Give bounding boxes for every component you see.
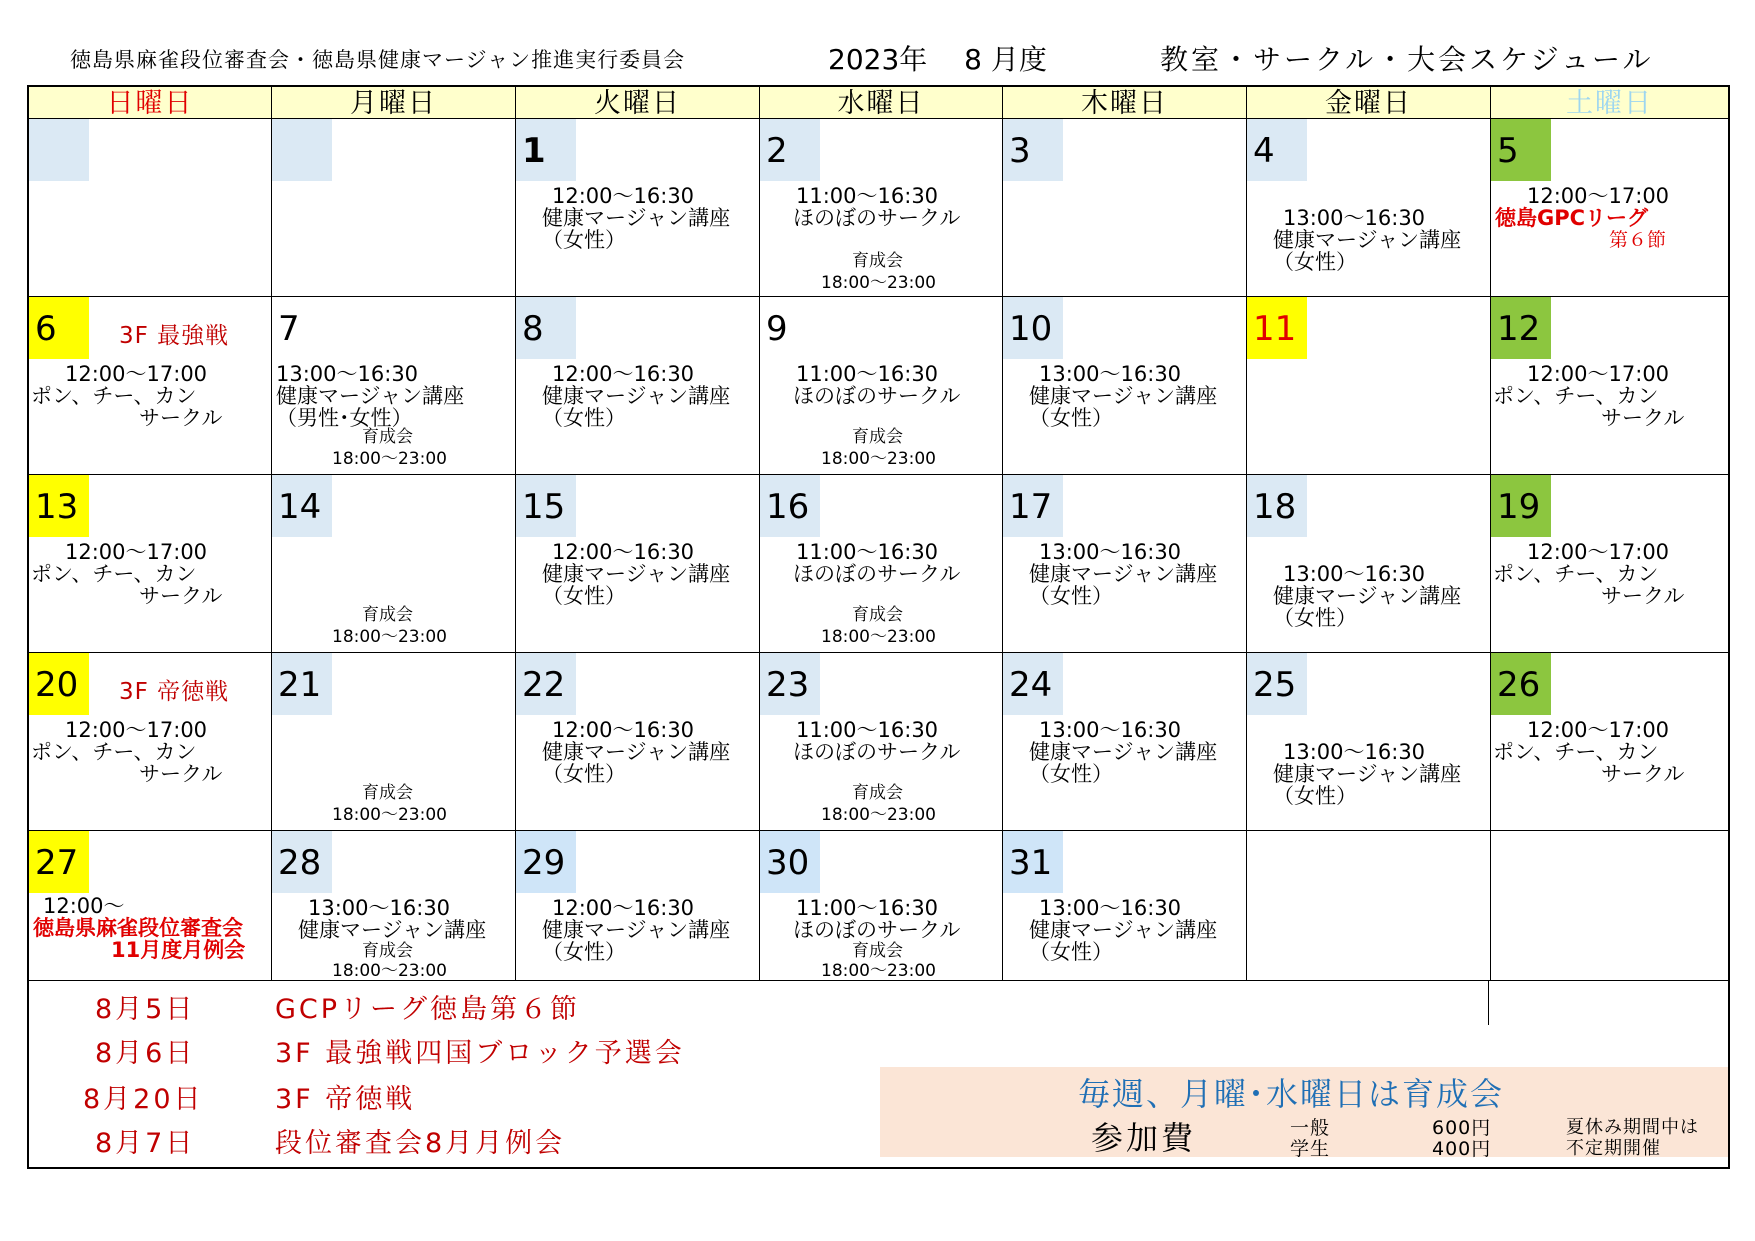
day-number: 20 — [29, 653, 89, 715]
day-number: 29 — [516, 831, 576, 893]
event-note: （女性） — [1029, 762, 1113, 786]
event-notes — [29, 981, 1728, 1167]
event: 育成会 — [852, 605, 903, 625]
day-cell-29 — [516, 831, 760, 981]
time: 12:00～17:00 — [1527, 362, 1670, 386]
schedule-title: 教室・サークル・大会スケジュール — [1160, 43, 1654, 76]
event: 育成会 — [362, 941, 413, 961]
event-note: （女性） — [1273, 606, 1357, 630]
day-cell-26 — [1491, 653, 1728, 831]
event-note: （女性） — [542, 940, 626, 964]
time: 18:00～23:00 — [332, 961, 447, 981]
event: 育成会 — [852, 251, 903, 271]
day-cell-empty — [29, 119, 272, 297]
fee-student-label: 学生 — [1290, 1138, 1331, 1160]
day-number: 2 — [760, 119, 820, 181]
event-note: サークル — [1601, 762, 1685, 786]
day-number: 25 — [1247, 653, 1307, 715]
time: 18:00～23:00 — [821, 805, 936, 825]
day-number: 28 — [272, 831, 332, 893]
day-number: 4 — [1247, 119, 1307, 181]
event: 健康マージャン講座 — [1273, 228, 1462, 252]
fee-general-price: 600円 — [1432, 1117, 1492, 1139]
time: 18:00～23:00 — [332, 805, 447, 825]
event: ポン、チー、カン — [1493, 384, 1659, 408]
day-cell-17 — [1003, 475, 1247, 653]
divider — [1488, 981, 1489, 1025]
day-number: 16 — [760, 475, 820, 537]
day-cell-27 — [29, 831, 272, 981]
day-number: 7 — [278, 309, 300, 349]
weekday-sat: 土曜日 — [1491, 87, 1728, 119]
fee-title: 毎週、月曜･水曜日は育成会 — [1078, 1075, 1505, 1113]
event: ポン、チー、カン — [31, 384, 197, 408]
year-month: 2023年 8 月度 — [828, 43, 1047, 76]
day-cell-16 — [760, 475, 1003, 653]
day-cell-11 — [1247, 297, 1491, 475]
day-cell-2 — [760, 119, 1003, 297]
time: 18:00～23:00 — [821, 961, 936, 981]
event-note: （女性） — [542, 228, 626, 252]
event-note: （男性･女性） — [276, 406, 413, 430]
time: 13:00～16:30 — [1283, 206, 1426, 230]
note-date: 8月6日 — [95, 1038, 196, 1069]
time: 12:00～17:00 — [65, 718, 208, 742]
fee-box — [880, 1067, 1728, 1160]
day-number: 5 — [1491, 119, 1551, 181]
event: 育成会 — [852, 783, 903, 803]
time: 12:00～16:30 — [552, 896, 695, 920]
fee-student-price: 400円 — [1432, 1138, 1492, 1160]
day-cell-7 — [272, 297, 516, 475]
time: 13:00～16:30 — [1283, 562, 1426, 586]
day-number: 24 — [1003, 653, 1063, 715]
time: 13:00～16:30 — [1039, 896, 1182, 920]
event: 健康マージャン講座 — [1029, 740, 1218, 764]
event-note: （女性） — [1273, 250, 1357, 274]
day-cell-24 — [1003, 653, 1247, 831]
fee-summer-note: 夏休み期間中は — [1566, 1117, 1699, 1138]
day-cell-19 — [1491, 475, 1728, 653]
event-note: 11月度月例会 — [111, 938, 246, 962]
time: 12:00～17:00 — [65, 540, 208, 564]
day-number — [29, 119, 89, 181]
weekday-sun: 日曜日 — [29, 87, 272, 119]
day-cell-21 — [272, 653, 516, 831]
event: 健康マージャン講座 — [276, 384, 465, 408]
time: 13:00～16:30 — [1039, 718, 1182, 742]
day-number: 18 — [1247, 475, 1307, 537]
event: ポン、チー、カン — [31, 740, 197, 764]
time: 11:00～16:30 — [796, 896, 939, 920]
time: 11:00～16:30 — [796, 718, 939, 742]
time: 18:00～23:00 — [821, 449, 936, 469]
event-note: サークル — [1601, 584, 1685, 608]
day-cell-6 — [29, 297, 272, 475]
weekday-wed: 水曜日 — [760, 87, 1003, 119]
event: 健康マージャン講座 — [542, 206, 731, 230]
event: ポン、チー、カン — [31, 562, 197, 586]
time: 18:00～23:00 — [821, 627, 936, 647]
day-number: 15 — [516, 475, 576, 537]
event-note: （女性） — [542, 584, 626, 608]
event-note: サークル — [139, 406, 223, 430]
time: 12:00～17:00 — [1527, 718, 1670, 742]
day-number: 27 — [29, 831, 89, 893]
event: ほのぼのサークル — [793, 740, 961, 764]
time: 13:00～16:30 — [1283, 740, 1426, 764]
event-note: 第６節 — [1609, 229, 1667, 251]
day-cell-20 — [29, 653, 272, 831]
time: 11:00～16:30 — [796, 184, 939, 208]
tournament-label: 3F 最強戦 — [119, 323, 230, 349]
day-cell-31 — [1003, 831, 1247, 981]
event: 健康マージャン講座 — [1273, 584, 1462, 608]
event: 健康マージャン講座 — [298, 918, 487, 942]
day-cell-3 — [1003, 119, 1247, 297]
time: 12:00～17:00 — [1527, 540, 1670, 564]
day-number: 21 — [272, 653, 332, 715]
day-number: 9 — [766, 309, 788, 349]
event: 健康マージャン講座 — [1029, 918, 1218, 942]
event: 育成会 — [362, 605, 413, 625]
weekday-fri: 金曜日 — [1247, 87, 1491, 119]
event-note: （女性） — [1029, 406, 1113, 430]
note-text: 段位審査会8月月例会 — [275, 1128, 566, 1159]
day-number: 30 — [760, 831, 820, 893]
day-cell-9 — [760, 297, 1003, 475]
day-number: 11 — [1247, 297, 1307, 359]
time: 12:00～16:30 — [552, 362, 695, 386]
time: 11:00～16:30 — [796, 362, 939, 386]
event-note: （女性） — [1273, 784, 1357, 808]
event-note: （女性） — [1029, 584, 1113, 608]
day-cell-5 — [1491, 119, 1728, 297]
event: 育成会 — [852, 427, 903, 447]
day-cell-12 — [1491, 297, 1728, 475]
time: 13:00～16:30 — [1039, 362, 1182, 386]
day-number: 23 — [760, 653, 820, 715]
organizer-text: 徳島県麻雀段位審査会・徳島県健康マージャン推進実行委員会 — [70, 48, 686, 72]
day-number: 19 — [1491, 475, 1551, 537]
day-cell-13 — [29, 475, 272, 653]
day-number: 3 — [1003, 119, 1063, 181]
day-cell-empty — [1491, 831, 1728, 981]
tournament-label: 3F 帝徳戦 — [119, 679, 230, 705]
event: 健康マージャン講座 — [542, 918, 731, 942]
time: 13:00～16:30 — [276, 362, 419, 386]
event-note: サークル — [1601, 406, 1685, 430]
time: 12:00～17:00 — [65, 362, 208, 386]
day-cell-8 — [516, 297, 760, 475]
fee-label: 参加費 — [1091, 1119, 1197, 1157]
event-note: サークル — [139, 762, 223, 786]
calendar-grid — [27, 85, 1730, 1169]
day-cell-14 — [272, 475, 516, 653]
event: 育成会 — [852, 941, 903, 961]
day-cell-22 — [516, 653, 760, 831]
time: 12:00～ — [43, 894, 125, 918]
time: 12:00～16:30 — [552, 184, 695, 208]
event: 育成会 — [362, 427, 413, 447]
time: 18:00～23:00 — [821, 273, 936, 293]
event: ほのぼのサークル — [793, 918, 961, 942]
day-number: 8 — [516, 297, 576, 359]
event-note: （女性） — [542, 406, 626, 430]
event-note: サークル — [139, 584, 223, 608]
event: 健康マージャン講座 — [542, 740, 731, 764]
event: ほのぼのサークル — [793, 206, 961, 230]
day-cell-10 — [1003, 297, 1247, 475]
day-number: 31 — [1003, 831, 1063, 893]
weekday-mon: 月曜日 — [272, 87, 516, 119]
event: 徳島県麻雀段位審査会 — [33, 916, 243, 940]
event: ポン、チー、カン — [1493, 562, 1659, 586]
day-cell-18 — [1247, 475, 1491, 653]
day-number: 26 — [1491, 653, 1551, 715]
day-number: 10 — [1003, 297, 1063, 359]
day-number: 17 — [1003, 475, 1063, 537]
day-number: 14 — [272, 475, 332, 537]
day-cell-empty — [1247, 831, 1491, 981]
time: 13:00～16:30 — [308, 896, 451, 920]
day-cell-empty — [272, 119, 516, 297]
event: 健康マージャン講座 — [1029, 562, 1218, 586]
time: 18:00～23:00 — [332, 449, 447, 469]
event-note: （女性） — [542, 762, 626, 786]
day-cell-15 — [516, 475, 760, 653]
event: ポン、チー、カン — [1493, 740, 1659, 764]
weekday-thu: 木曜日 — [1003, 87, 1247, 119]
time: 12:00～16:30 — [552, 540, 695, 564]
event: 育成会 — [362, 783, 413, 803]
note-text: 3F 最強戦四国ブロック予選会 — [275, 1038, 685, 1069]
day-cell-28 — [272, 831, 516, 981]
day-cell-1 — [516, 119, 760, 297]
day-number: 12 — [1491, 297, 1551, 359]
day-cell-30 — [760, 831, 1003, 981]
day-number — [272, 119, 332, 181]
event: 健康マージャン講座 — [1029, 384, 1218, 408]
time: 13:00～16:30 — [1039, 540, 1182, 564]
day-number: 1 — [516, 119, 576, 181]
weekday-tue: 火曜日 — [516, 87, 760, 119]
fee-summer-note: 不定期開催 — [1566, 1138, 1661, 1159]
event: 健康マージャン講座 — [1273, 762, 1462, 786]
note-text: GCPリーグ徳島第６節 — [275, 994, 581, 1025]
day-number: 13 — [29, 475, 89, 537]
day-number: 22 — [516, 653, 576, 715]
note-date: 8月7日 — [95, 1128, 196, 1159]
event-note: （女性） — [1029, 940, 1113, 964]
event: ほのぼのサークル — [793, 384, 961, 408]
fee-general-label: 一般 — [1290, 1117, 1331, 1139]
day-cell-4 — [1247, 119, 1491, 297]
note-date: 8月20日 — [83, 1084, 204, 1115]
event: 徳島GPCリーグ — [1495, 206, 1649, 230]
event: 健康マージャン講座 — [542, 384, 731, 408]
note-text: 3F 帝徳戦 — [275, 1084, 416, 1115]
day-number: 6 — [29, 297, 89, 359]
time: 18:00～23:00 — [332, 627, 447, 647]
time: 11:00～16:30 — [796, 540, 939, 564]
day-cell-23 — [760, 653, 1003, 831]
time: 12:00～16:30 — [552, 718, 695, 742]
note-date: 8月5日 — [95, 994, 196, 1025]
event: ほのぼのサークル — [793, 562, 961, 586]
event: 健康マージャン講座 — [542, 562, 731, 586]
time: 12:00～17:00 — [1527, 184, 1670, 208]
day-cell-25 — [1247, 653, 1491, 831]
